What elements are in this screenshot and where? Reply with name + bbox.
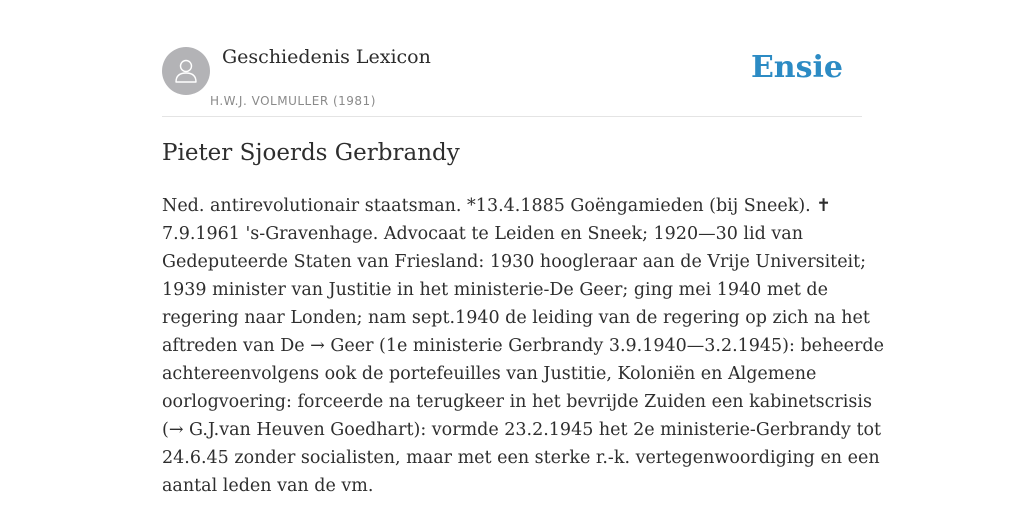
entry-text-line: aantal leden van de vm. (162, 476, 374, 496)
user-avatar-icon[interactable] (162, 47, 210, 95)
entry-text-line: Ned. antirevolutionair staatsman. *13.4.1885 Goëngamieden (bij Sneek). ✝ (162, 196, 831, 216)
author-name: H.W.J. VOLMULLER (1981) (210, 94, 376, 108)
entry-body (162, 192, 884, 500)
header (162, 40, 862, 117)
entry-text-line: 1939 minister van Justitie in het ministerie-De Geer; ging mei 1940 met de (162, 280, 828, 300)
lexicon-title[interactable]: Geschiedenis Lexicon (222, 46, 431, 68)
entry-text-line: oorlogvoering: forceerde na terugkeer in het bevrijde Zuiden een kabinetscrisis (162, 392, 872, 412)
entry-text-line: 24.6.45 zonder socialisten, maar met een sterke r.-k. vertegenwoordiging en een (162, 448, 880, 468)
entry-text-line: regering naar Londen; nam sept.1940 de leiding van de regering op zich na het (162, 308, 870, 328)
entry-text-line: Gedeputeerde Staten van Friesland: 1930 hoogleraar aan de Vrije Universiteit; (162, 252, 867, 272)
brand-logo[interactable]: Ensie (750, 50, 843, 85)
entry-text-line: aftreden van De → Geer (1e ministerie Gerbrandy 3.9.1940—3.2.1945): beheerde (162, 336, 884, 356)
person-outline-icon (171, 56, 201, 86)
entry-text-line: (→ G.J.van Heuven Goedhart): vormde 23.2.1945 het 2e ministerie-Gerbrandy tot (162, 420, 882, 440)
entry-text-line: achtereenvolgens ook de portefeuilles van Justitie, Koloniën en Algemene (162, 364, 817, 384)
entry-title: Pieter Sjoerds Gerbrandy (162, 140, 460, 166)
entry-text-line: 7.9.1961 's-Gravenhage. Advocaat te Leiden en Sneek; 1920—30 lid van (162, 224, 803, 244)
